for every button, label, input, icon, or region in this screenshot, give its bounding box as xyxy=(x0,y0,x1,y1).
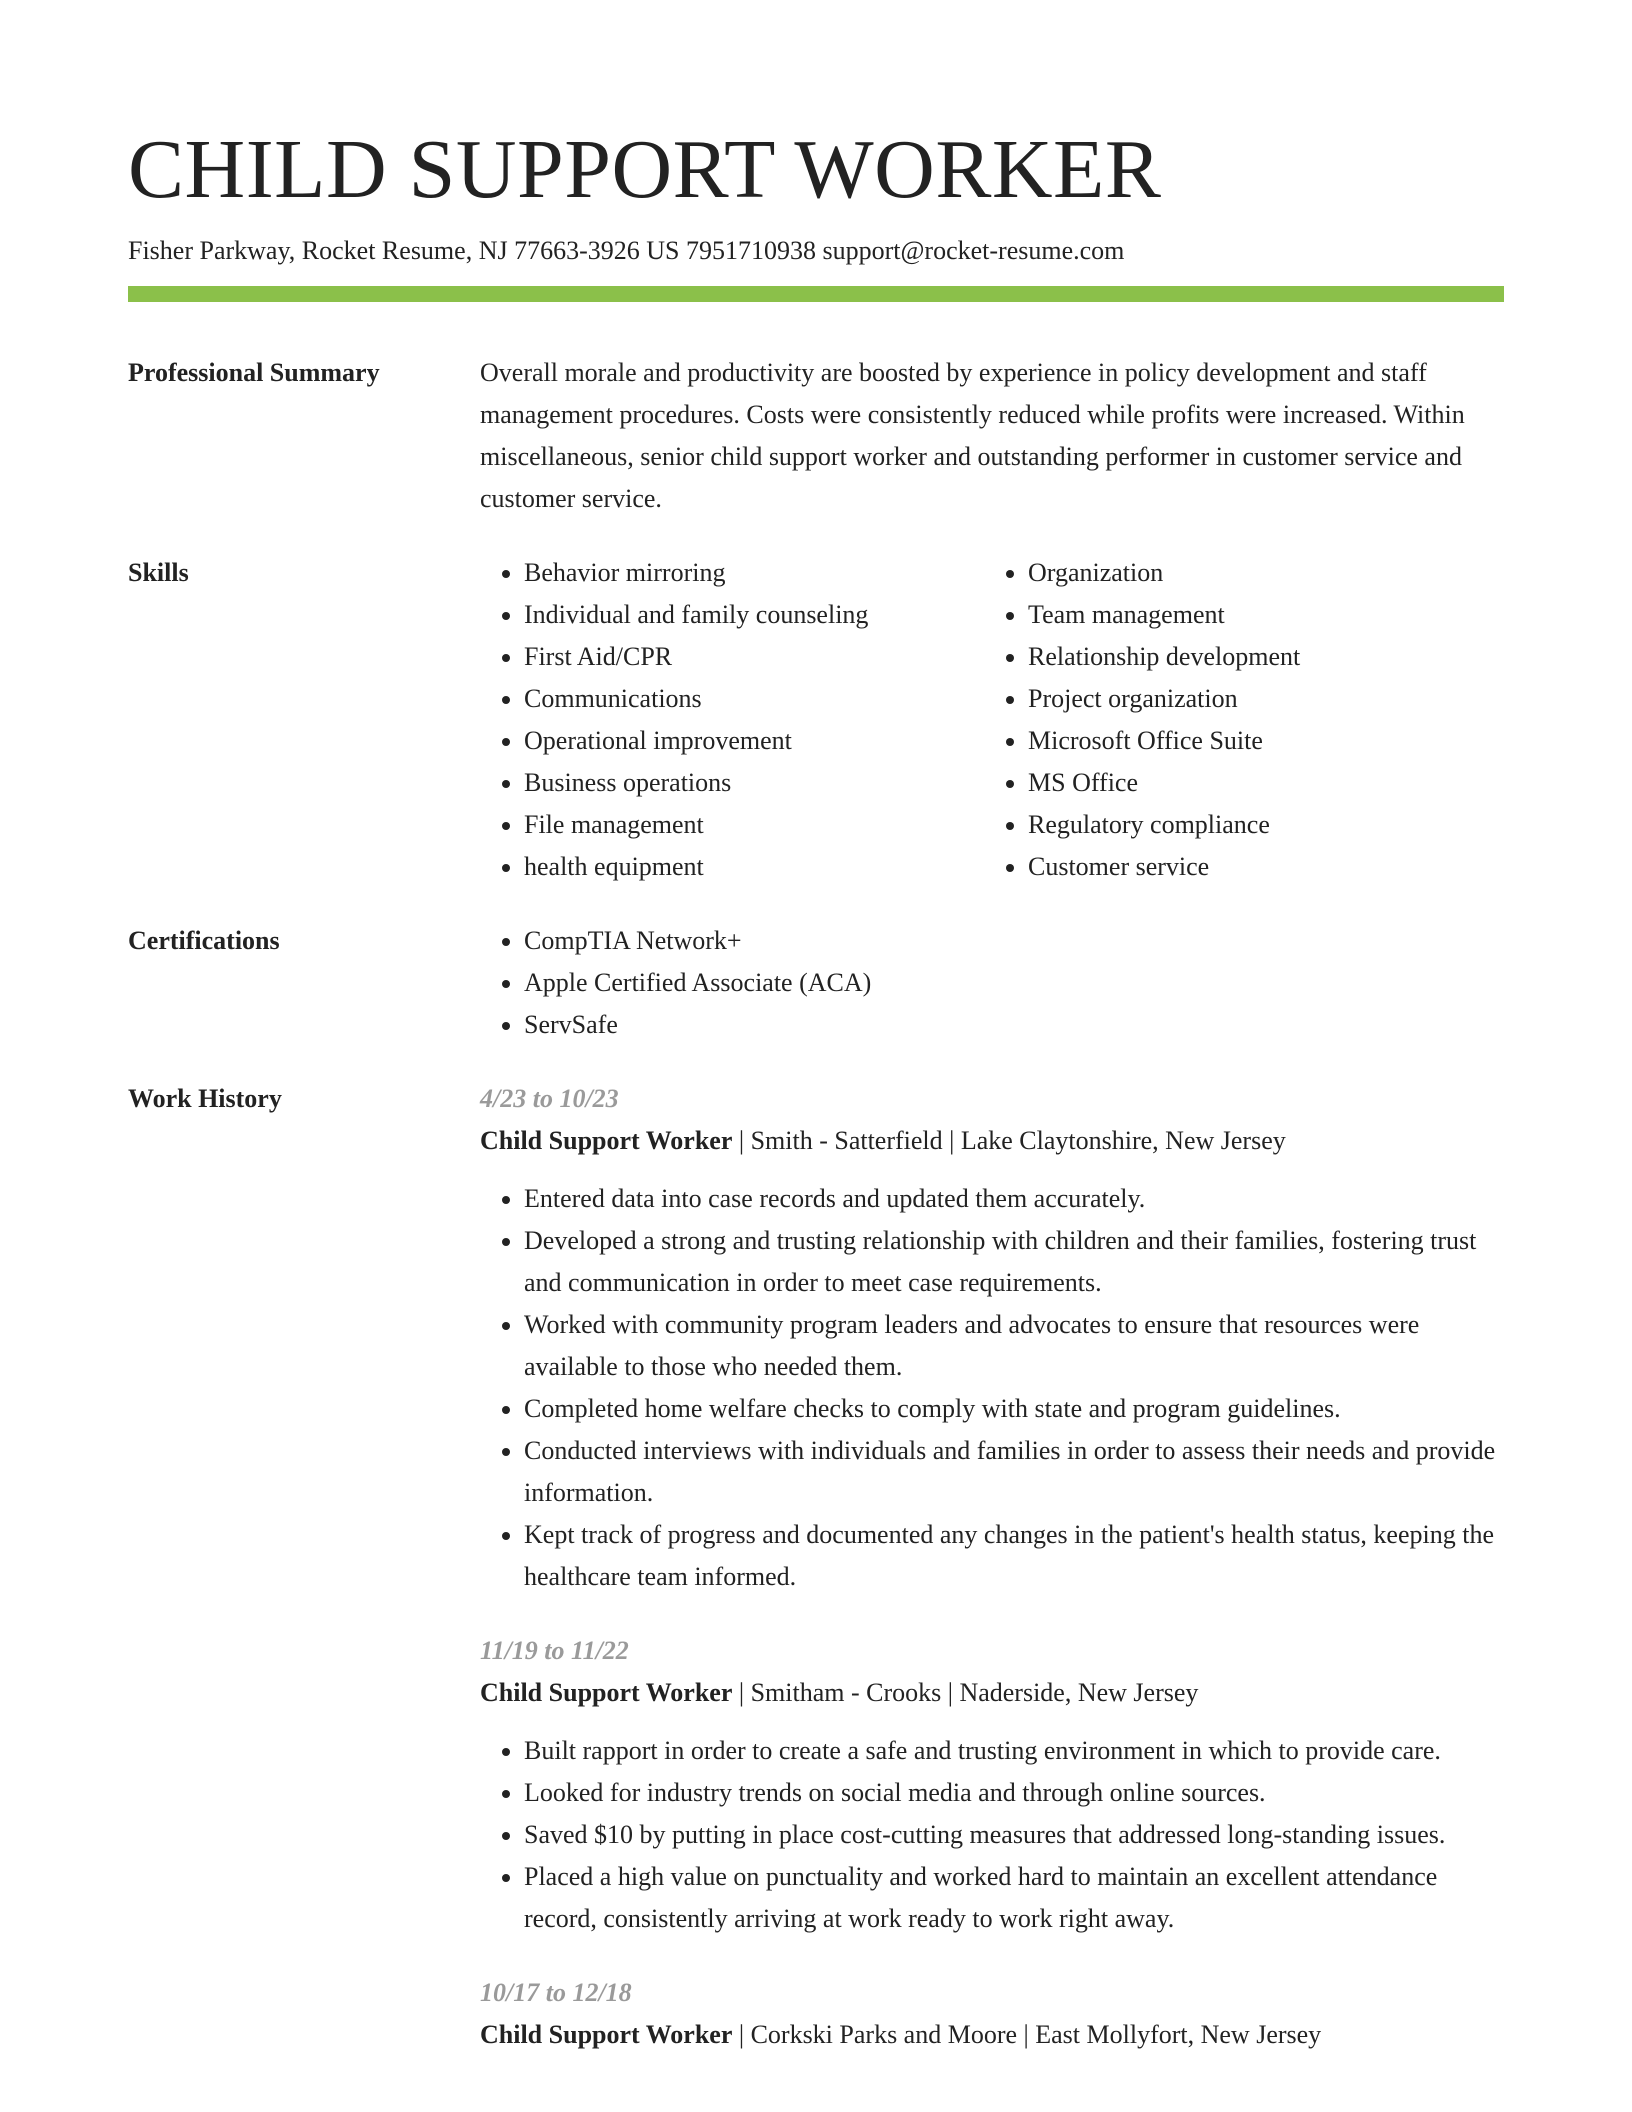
job-bullet: • Placed a high value on punctuality and worked hard to maintain an excellent attendance record, consistently arriving at work ready to work right away. xyxy=(524,1856,1504,1940)
skill-item: • Customer service xyxy=(1028,846,1488,888)
skill-item: • Microsoft Office Suite xyxy=(1028,720,1488,762)
skill-item: • Operational improvement xyxy=(524,720,984,762)
skill-item: • Behavior mirroring xyxy=(524,552,984,594)
summary-section xyxy=(128,352,1504,520)
job-employer-location: | Smith - Satterfield | Lake Claytonshire, New Jersey xyxy=(732,1126,1286,1155)
job-role: Child Support Worker xyxy=(480,1126,733,1155)
job-bullet: • Worked with community program leaders and advocates to ensure that resources were available to those who needed them. xyxy=(524,1304,1504,1388)
job-bullet: • Developed a strong and trusting relationship with children and their families, fostering trust and communication in order to meet case requirements. xyxy=(524,1220,1504,1304)
job-dates: 4/23 to 10/23 xyxy=(480,1084,619,1113)
job-employer-location: | Corkski Parks and Moore | East Mollyfort, New Jersey xyxy=(732,2020,1322,2049)
job-role: Child Support Worker xyxy=(480,1678,733,1707)
skill-item: • Project organization xyxy=(1028,678,1488,720)
skill-item: • Business operations xyxy=(524,762,984,804)
job-bullet: • Completed home welfare checks to comply with state and program guidelines. xyxy=(524,1388,1504,1430)
skill-item: • Communications xyxy=(524,678,984,720)
contact-line: Fisher Parkway, Rocket Resume, NJ 77663-3926 US 7951710938 support@rocket-resume.com xyxy=(128,236,1125,265)
resume-page xyxy=(128,120,1504,2056)
skill-item: • Organization xyxy=(1028,552,1488,594)
job-entry xyxy=(480,1078,1504,1598)
job-title-line xyxy=(480,2014,1504,2056)
section-title-summary: Professional Summary xyxy=(128,358,380,387)
summary-text: Overall morale and productivity are boosted by experience in policy development and staff management procedures. Costs were consistently reduced while profits were increased. Within miscellaneous, senior child support worker and outstanding performer in customer service and customer service. xyxy=(480,358,1465,513)
job-entry xyxy=(480,1630,1504,1940)
skill-item: • First Aid/CPR xyxy=(524,636,984,678)
job-title-line xyxy=(480,1120,1504,1162)
skills-right-column xyxy=(984,552,1488,888)
skill-item: • MS Office xyxy=(1028,762,1488,804)
certification-item: • ServSafe xyxy=(524,1004,1504,1046)
skill-item: • Team management xyxy=(1028,594,1488,636)
job-bullet: • Built rapport in order to create a safe and trusting environment in which to provide care. xyxy=(524,1730,1504,1772)
skill-item: • Regulatory compliance xyxy=(1028,804,1488,846)
resume-name: CHILD SUPPORT WORKER xyxy=(128,123,1162,216)
work-history-section xyxy=(128,1078,1504,2056)
skill-item: • File management xyxy=(524,804,984,846)
job-bullet: • Looked for industry trends on social media and through online sources. xyxy=(524,1772,1504,1814)
certification-item: • Apple Certified Associate (ACA) xyxy=(524,962,1504,1004)
skill-item: • Relationship development xyxy=(1028,636,1488,678)
section-title-certifications: Certifications xyxy=(128,926,280,955)
job-role: Child Support Worker xyxy=(480,2020,733,2049)
job-title-line xyxy=(480,1672,1504,1714)
skill-item: • health equipment xyxy=(524,846,984,888)
certification-item: • CompTIA Network+ xyxy=(524,920,1504,962)
job-bullet: • Entered data into case records and updated them accurately. xyxy=(524,1178,1504,1220)
job-entry xyxy=(480,1972,1504,2056)
section-title-skills: Skills xyxy=(128,558,189,587)
job-dates: 11/19 to 11/22 xyxy=(480,1636,629,1665)
accent-divider xyxy=(128,286,1504,302)
job-employer-location: | Smitham - Crooks | Naderside, New Jersey xyxy=(732,1678,1199,1707)
skills-left-column xyxy=(480,552,984,888)
job-bullet: • Conducted interviews with individuals and families in order to assess their needs and provide information. xyxy=(524,1430,1504,1514)
section-title-work-history: Work History xyxy=(128,1084,282,1113)
skill-item: • Individual and family counseling xyxy=(524,594,984,636)
certifications-section xyxy=(128,920,1504,1046)
job-bullet: • Saved $10 by putting in place cost-cutting measures that addressed long-standing issues. xyxy=(524,1814,1504,1856)
job-bullet: • Kept track of progress and documented any changes in the patient's health status, keeping the healthcare team informed. xyxy=(524,1514,1504,1598)
job-dates: 10/17 to 12/18 xyxy=(480,1978,632,2007)
skills-section xyxy=(128,552,1504,888)
